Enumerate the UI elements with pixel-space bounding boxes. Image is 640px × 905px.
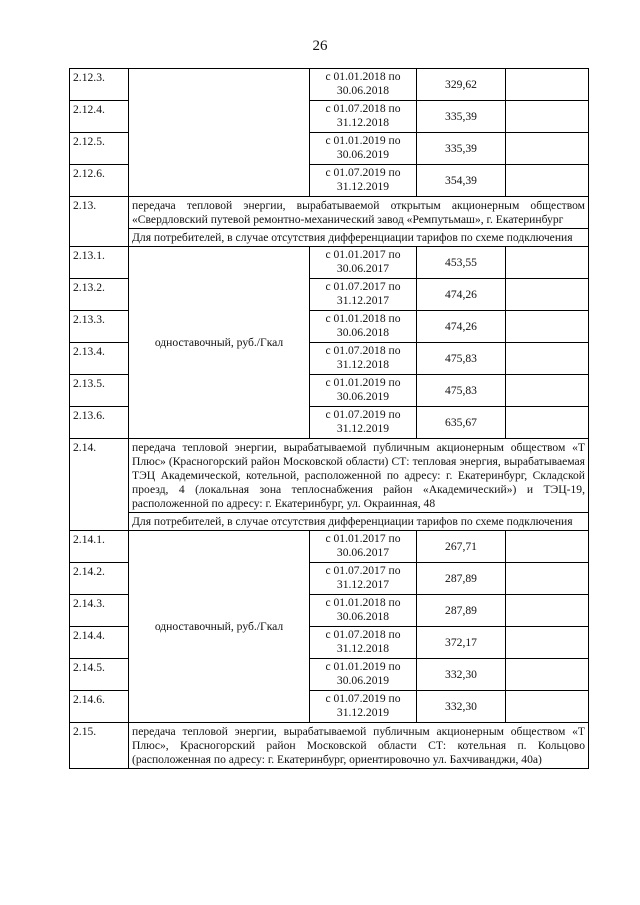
- row-number: 2.14.4.: [70, 627, 129, 659]
- empty-cell: [506, 69, 589, 101]
- rate-type-cell: одноставочный, руб./Гкал: [129, 247, 310, 439]
- empty-cell: [506, 311, 589, 343]
- period-from: с 01.01.2017 по: [325, 532, 401, 545]
- empty-cell: [506, 375, 589, 407]
- section-header-row: [70, 439, 589, 513]
- section-number: 2.14.: [70, 439, 129, 531]
- period-cell: [310, 133, 417, 165]
- empty-cell: [506, 595, 589, 627]
- period-from: с 01.01.2019 по: [325, 660, 401, 673]
- tariff-value: 335,39: [417, 101, 506, 133]
- period-to: 30.06.2018: [336, 83, 390, 97]
- period-to: 31.12.2018: [336, 641, 390, 655]
- period-from: с 01.07.2017 по: [325, 280, 401, 293]
- empty-cell: [506, 659, 589, 691]
- period-cell: [310, 407, 417, 439]
- section-note: Для потребителей, в случае отсутствия дифференциации тарифов по схеме подключения: [129, 513, 589, 531]
- period-cell: [310, 627, 417, 659]
- tariff-value: 635,67: [417, 407, 506, 439]
- period-from: с 01.01.2018 по: [325, 70, 401, 83]
- period-to: 31.12.2017: [336, 293, 390, 307]
- period-cell: [310, 691, 417, 723]
- row-number: 2.14.3.: [70, 595, 129, 627]
- row-number: 2.12.5.: [70, 133, 129, 165]
- section-note-row: [70, 229, 589, 247]
- period-from: с 01.01.2019 по: [325, 376, 401, 389]
- row-number: 2.14.2.: [70, 563, 129, 595]
- tariff-value: 332,30: [417, 659, 506, 691]
- empty-cell: [506, 165, 589, 197]
- page-number: 26: [312, 38, 328, 54]
- period-cell: [310, 69, 417, 101]
- period-cell: [310, 279, 417, 311]
- period-to: 30.06.2018: [336, 325, 390, 339]
- period-from: с 01.07.2019 по: [325, 692, 401, 705]
- row-number: 2.13.6.: [70, 407, 129, 439]
- period-to: 30.06.2019: [336, 147, 390, 161]
- row-number: 2.12.3.: [70, 69, 129, 101]
- row-number: 2.13.3.: [70, 311, 129, 343]
- period-to: 30.06.2018: [336, 609, 390, 623]
- period-from: с 01.01.2018 по: [325, 596, 401, 609]
- period-cell: [310, 343, 417, 375]
- empty-cell: [506, 247, 589, 279]
- empty-cell: [506, 407, 589, 439]
- empty-cell: [506, 279, 589, 311]
- empty-cell: [506, 563, 589, 595]
- row-number: 2.13.1.: [70, 247, 129, 279]
- period-to: 31.12.2017: [336, 577, 390, 591]
- section-number: 2.13.: [70, 197, 129, 247]
- tariff-value: 475,83: [417, 343, 506, 375]
- tariff-value: 474,26: [417, 279, 506, 311]
- section-number: 2.15.: [70, 723, 129, 769]
- tariff-value: 372,17: [417, 627, 506, 659]
- period-cell: [310, 563, 417, 595]
- empty-cell: [506, 133, 589, 165]
- table-row: [70, 531, 589, 563]
- tariff-value: 453,55: [417, 247, 506, 279]
- tariff-table: [69, 68, 589, 769]
- empty-cell: [506, 343, 589, 375]
- period-from: с 01.07.2018 по: [325, 344, 401, 357]
- tariff-value: 329,62: [417, 69, 506, 101]
- period-from: с 01.07.2018 по: [325, 628, 401, 641]
- period-cell: [310, 311, 417, 343]
- period-to: 31.12.2019: [336, 705, 390, 719]
- tariff-value: 287,89: [417, 595, 506, 627]
- rate-type-cell: одноставочный, руб./Гкал: [129, 531, 310, 723]
- period-cell: [310, 165, 417, 197]
- tariff-value: 332,30: [417, 691, 506, 723]
- empty-cell: [506, 691, 589, 723]
- row-number: 2.13.5.: [70, 375, 129, 407]
- rate-type-cell: [129, 69, 310, 197]
- tariff-value: 354,39: [417, 165, 506, 197]
- empty-cell: [506, 531, 589, 563]
- section-note: Для потребителей, в случае отсутствия дифференциации тарифов по схеме подключения: [129, 229, 589, 247]
- period-cell: [310, 659, 417, 691]
- period-cell: [310, 595, 417, 627]
- period-to: 30.06.2019: [336, 673, 390, 687]
- period-from: с 01.07.2019 по: [325, 408, 401, 421]
- period-to: 31.12.2019: [336, 421, 390, 435]
- row-number: 2.14.6.: [70, 691, 129, 723]
- section-description: передача тепловой энергии, вырабатываемой публичным акционерным обществом «Т Плюс» (Красногорский район Московской области) СТ: тепловая энергия, вырабатываемая ТЭЦ Академической, котельной, расположенной по адресу: г. Екатеринбург, Складской проезд, 4 (локальная зона теплоснабжения район «Академический») и ТЭЦ-19, расположенной по адресу: г. Екатеринбург, ул. Окраинная, 48: [129, 439, 589, 513]
- period-from: с 01.07.2019 по: [325, 166, 401, 179]
- period-to: 31.12.2018: [336, 357, 390, 371]
- row-number: 2.13.2.: [70, 279, 129, 311]
- row-number: 2.12.4.: [70, 101, 129, 133]
- empty-cell: [506, 627, 589, 659]
- period-to: 30.06.2019: [336, 389, 390, 403]
- period-to: 30.06.2017: [336, 545, 390, 559]
- period-from: с 01.01.2017 по: [325, 248, 401, 261]
- period-to: 31.12.2019: [336, 179, 390, 193]
- period-cell: [310, 247, 417, 279]
- period-from: с 01.07.2017 по: [325, 564, 401, 577]
- tariff-value: 267,71: [417, 531, 506, 563]
- period-cell: [310, 375, 417, 407]
- tariff-value: 335,39: [417, 133, 506, 165]
- empty-cell: [506, 101, 589, 133]
- period-to: 31.12.2018: [336, 115, 390, 129]
- row-number: 2.14.5.: [70, 659, 129, 691]
- period-from: с 01.01.2018 по: [325, 312, 401, 325]
- row-number: 2.14.1.: [70, 531, 129, 563]
- period-from: с 01.01.2019 по: [325, 134, 401, 147]
- row-number: 2.12.6.: [70, 165, 129, 197]
- row-number: 2.13.4.: [70, 343, 129, 375]
- period-cell: [310, 531, 417, 563]
- section-description: передача тепловой энергии, вырабатываемой публичным акционерным обществом «Т Плюс», Красногорский район Московской области СТ: котельная п. Кольцово (расположенная по адресу: г. Екатеринбург, ориентировочно ул. Бахчиванджи, 40а): [129, 723, 589, 769]
- table-row: [70, 69, 589, 101]
- period-from: с 01.07.2018 по: [325, 102, 401, 115]
- tariff-value: 474,26: [417, 311, 506, 343]
- section-description: передача тепловой энергии, вырабатываемой открытым акционерным обществом «Свердловский путевой ремонтно-механический завод «Ремпутьмаш», г. Екатеринбург: [129, 197, 589, 229]
- table-row: [70, 247, 589, 279]
- tariff-value: 287,89: [417, 563, 506, 595]
- tariff-value: 475,83: [417, 375, 506, 407]
- section-header-row: [70, 723, 589, 769]
- period-to: 30.06.2017: [336, 261, 390, 275]
- section-note-row: [70, 513, 589, 531]
- period-cell: [310, 101, 417, 133]
- section-header-row: [70, 197, 589, 229]
